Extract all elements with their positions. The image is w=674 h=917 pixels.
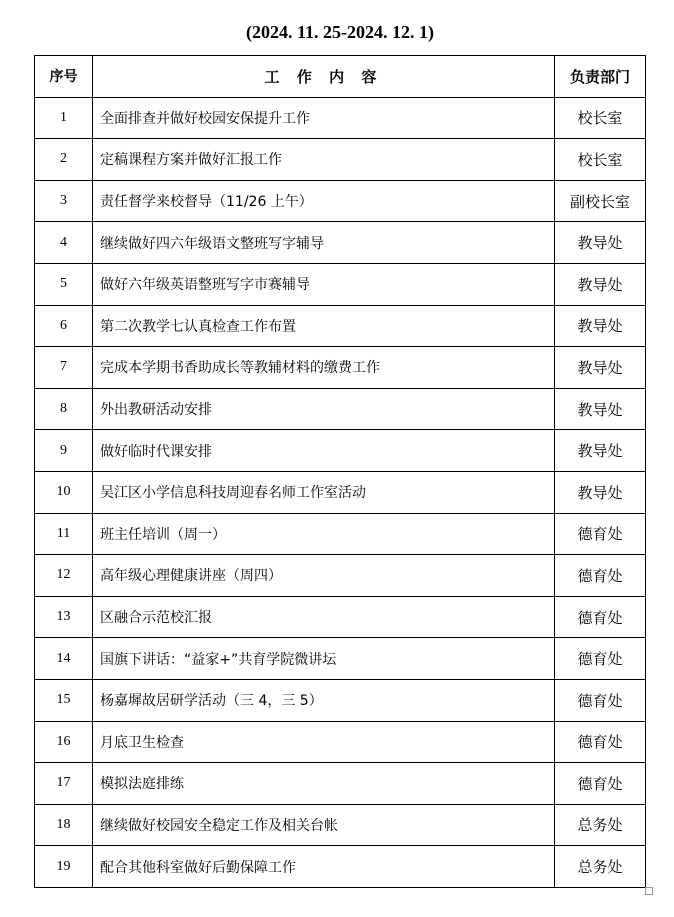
row-department: 德育处: [555, 555, 646, 597]
row-content: 月底卫生检查: [93, 721, 555, 763]
row-content: 班主任培训（周一）: [93, 513, 555, 555]
row-department: 教导处: [555, 388, 646, 430]
row-number: 15: [35, 679, 93, 721]
row-department: 德育处: [555, 763, 646, 805]
row-content: 定稿课程方案并做好汇报工作: [93, 139, 555, 181]
table-row: [35, 263, 646, 305]
table-row: [35, 222, 646, 264]
row-number: 4: [35, 222, 93, 264]
row-department: 教导处: [555, 347, 646, 389]
row-department: 总务处: [555, 846, 646, 888]
row-content: 继续做好四六年级语文整班写字辅导: [93, 222, 555, 264]
row-department: 德育处: [555, 721, 646, 763]
row-number: 18: [35, 804, 93, 846]
row-department: 德育处: [555, 513, 646, 555]
row-department: 德育处: [555, 596, 646, 638]
row-content: 完成本学期书香助成长等教辅材料的缴费工作: [93, 347, 555, 389]
row-number: 13: [35, 596, 93, 638]
row-content: 继续做好校园安全稳定工作及相关台帐: [93, 804, 555, 846]
table-row: [35, 180, 646, 222]
row-number: 2: [35, 139, 93, 181]
row-content: 配合其他科室做好后勤保障工作: [93, 846, 555, 888]
header-number: 序号: [35, 56, 93, 98]
row-content: 国旗下讲话：“益家+”共育学院微讲坛: [93, 638, 555, 680]
row-department: 教导处: [555, 263, 646, 305]
row-number: 8: [35, 388, 93, 430]
row-number: 16: [35, 721, 93, 763]
row-number: 1: [35, 97, 93, 139]
row-department: 总务处: [555, 804, 646, 846]
work-schedule-table: [34, 55, 646, 888]
row-department: 教导处: [555, 430, 646, 472]
table-header-row: [35, 56, 646, 98]
table-row: [35, 596, 646, 638]
table-row: [35, 804, 646, 846]
row-content: 区融合示范校汇报: [93, 596, 555, 638]
paragraph-end-marker: [645, 887, 653, 895]
row-content: 全面排查并做好校园安保提升工作: [93, 97, 555, 139]
table-row: [35, 347, 646, 389]
row-content: 做好六年级英语整班写字市赛辅导: [93, 263, 555, 305]
table-row: [35, 763, 646, 805]
row-number: 7: [35, 347, 93, 389]
row-number: 10: [35, 471, 93, 513]
row-department: 校长室: [555, 139, 646, 181]
row-content: 模拟法庭排练: [93, 763, 555, 805]
table-row: [35, 721, 646, 763]
row-number: 12: [35, 555, 93, 597]
row-content: 做好临时代课安排: [93, 430, 555, 472]
row-number: 11: [35, 513, 93, 555]
row-content: 高年级心理健康讲座（周四）: [93, 555, 555, 597]
document-title: (2024. 11. 25-2024. 12. 1): [246, 22, 434, 42]
header-department: 负责部门: [555, 56, 646, 98]
table-row: [35, 430, 646, 472]
table-row: [35, 97, 646, 139]
row-content: 外出教研活动安排: [93, 388, 555, 430]
row-number: 17: [35, 763, 93, 805]
row-number: 6: [35, 305, 93, 347]
table-row: [35, 388, 646, 430]
row-content: 责任督学来校督导（11/26 上午）: [93, 180, 555, 222]
table-row: [35, 471, 646, 513]
table-row: [35, 139, 646, 181]
row-number: 19: [35, 846, 93, 888]
row-number: 3: [35, 180, 93, 222]
table-row: [35, 305, 646, 347]
row-department: 校长室: [555, 97, 646, 139]
row-department: 教导处: [555, 222, 646, 264]
row-department: 副校长室: [555, 180, 646, 222]
header-content: 工 作 内 容: [93, 56, 555, 98]
table-row: [35, 555, 646, 597]
row-content: 第二次教学七认真检查工作布置: [93, 305, 555, 347]
table-row: [35, 679, 646, 721]
row-number: 5: [35, 263, 93, 305]
row-department: 德育处: [555, 679, 646, 721]
table-row: [35, 513, 646, 555]
row-department: 教导处: [555, 305, 646, 347]
table-row: [35, 846, 646, 888]
row-department: 德育处: [555, 638, 646, 680]
row-content: 杨嘉墀故居研学活动（三 4，三 5）: [93, 679, 555, 721]
row-number: 9: [35, 430, 93, 472]
table-row: [35, 638, 646, 680]
row-content: 吴江区小学信息科技周迎春名师工作室活动: [93, 471, 555, 513]
row-department: 教导处: [555, 471, 646, 513]
row-number: 14: [35, 638, 93, 680]
